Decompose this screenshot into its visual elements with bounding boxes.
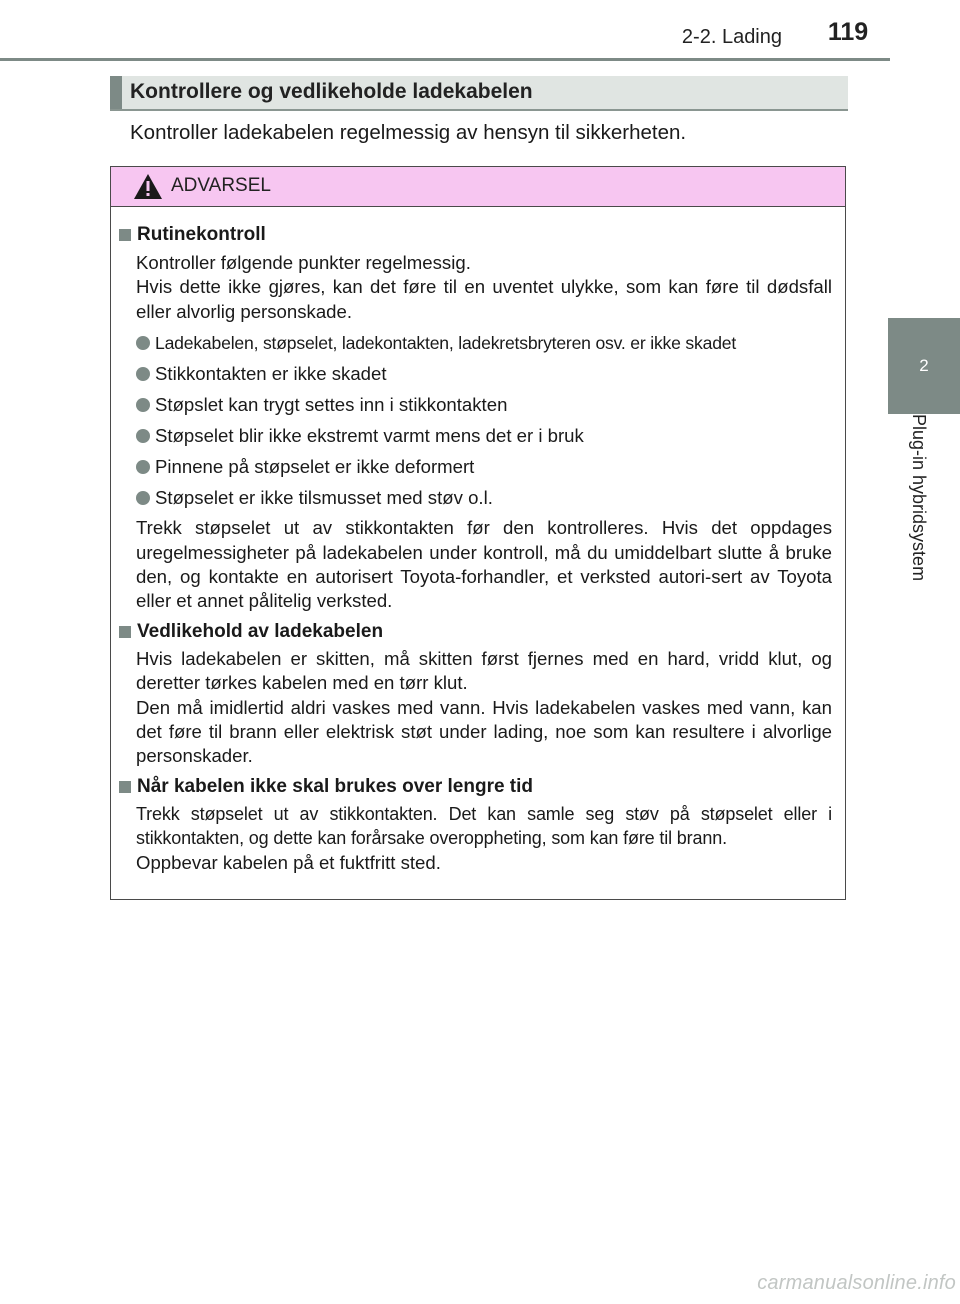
header-section-title: 2-2. Lading — [681, 26, 782, 48]
paragraph: Hvis dette ikke gjøres, kan det føre til en uventet ulykke, som kan føre til dødsfall eller alvorlig personskade. — [136, 276, 832, 322]
section-heading — [110, 76, 848, 111]
paragraph: Oppbevar kabelen på et fuktfritt sted. — [136, 851, 441, 873]
subhead-text: Når kabelen ikke skal brukes over lengre tid — [137, 775, 534, 797]
warning-box — [110, 166, 846, 900]
watermark: carmanualsonline.info — [757, 1272, 956, 1294]
warning-title: ADVARSEL — [171, 175, 271, 196]
section-heading-text: Kontrollere og vedlikeholde ladekabelen — [130, 80, 533, 103]
list-item — [136, 331, 832, 355]
subhead-maintenance — [117, 620, 845, 644]
paragraph: Den må imidlertid aldri vaskes med vann. Hvis ladekabelen vaskes med vann, kan det føre til brann eller elektrisk støt under lading, noe som kan resultere i alvorlige personskader. — [136, 696, 832, 767]
round-bullet-icon — [136, 429, 150, 443]
chapter-number: 2 — [919, 356, 929, 375]
square-bullet-icon — [119, 229, 131, 241]
list-item-text: Støpselet blir ikke ekstremt varmt mens det er i bruk — [155, 425, 584, 447]
header-rule — [0, 58, 890, 61]
warning-triangle-icon — [133, 173, 163, 200]
chapter-tab[interactable] — [888, 318, 960, 414]
warning-body — [111, 223, 845, 875]
paragraph: Trekk støpselet ut av stikkontakten. Det kan samle seg støv på støpselet eller i stikkontakten, og dette kan forårsake overoppheting, som kan føre til brann. — [136, 803, 832, 849]
round-bullet-icon — [136, 367, 150, 381]
section-heading-bar — [110, 76, 122, 109]
list-item-text: Pinnene på støpselet er ikke deformert — [155, 456, 475, 478]
list-item-text: Støpslet kan trygt settes inn i stikkontakten — [155, 394, 508, 416]
round-bullet-icon — [136, 460, 150, 474]
chapter-title: Plug-in hybridsystem — [909, 414, 929, 582]
list-item-text: Stikkontakten er ikke skadet — [155, 363, 387, 385]
intro-text: Kontroller ladekabelen regelmessig av hensyn til sikkerheten. — [130, 121, 687, 144]
list-item — [136, 424, 832, 448]
subhead-long-storage — [117, 775, 845, 799]
subhead-text: Vedlikehold av ladekabelen — [137, 620, 384, 642]
paragraph: Trekk støpselet ut av stikkontakten før den kontrolleres. Hvis det oppdages uregelmessigheter på ladekabelen under kontroll, må du umiddelbart slutte å bruke den, og kontakte en autorisert Toyota-forhandler, et verksted autori-sert av Toyota eller et annet pålitelig verksted. — [136, 517, 832, 612]
square-bullet-icon — [119, 781, 131, 793]
round-bullet-icon — [136, 491, 150, 505]
paragraph: Hvis ladekabelen er skitten, må skitten først fjernes med en hard, vridd klut, og deretter tørkes kabelen med en tørr klut. — [136, 647, 832, 694]
subhead-text: Rutinekontroll — [137, 224, 266, 245]
list-item-text: Ladekabelen, støpselet, ladekontakten, ladekretsbryteren osv. er ikke skadet — [155, 333, 737, 354]
paragraph: Kontroller følgende punkter regelmessig. — [136, 252, 471, 273]
subhead-routine-check — [117, 223, 845, 247]
round-bullet-icon — [136, 398, 150, 412]
page-number: 119 — [827, 18, 869, 46]
round-bullet-icon — [136, 336, 150, 350]
square-bullet-icon — [119, 626, 131, 638]
list-item — [136, 486, 832, 510]
list-item — [136, 455, 832, 479]
list-item — [136, 362, 832, 386]
list-item-text: Støpselet er ikke tilsmusset med støv o.l. — [155, 487, 493, 509]
warning-header — [111, 167, 845, 207]
list-item — [136, 393, 832, 417]
